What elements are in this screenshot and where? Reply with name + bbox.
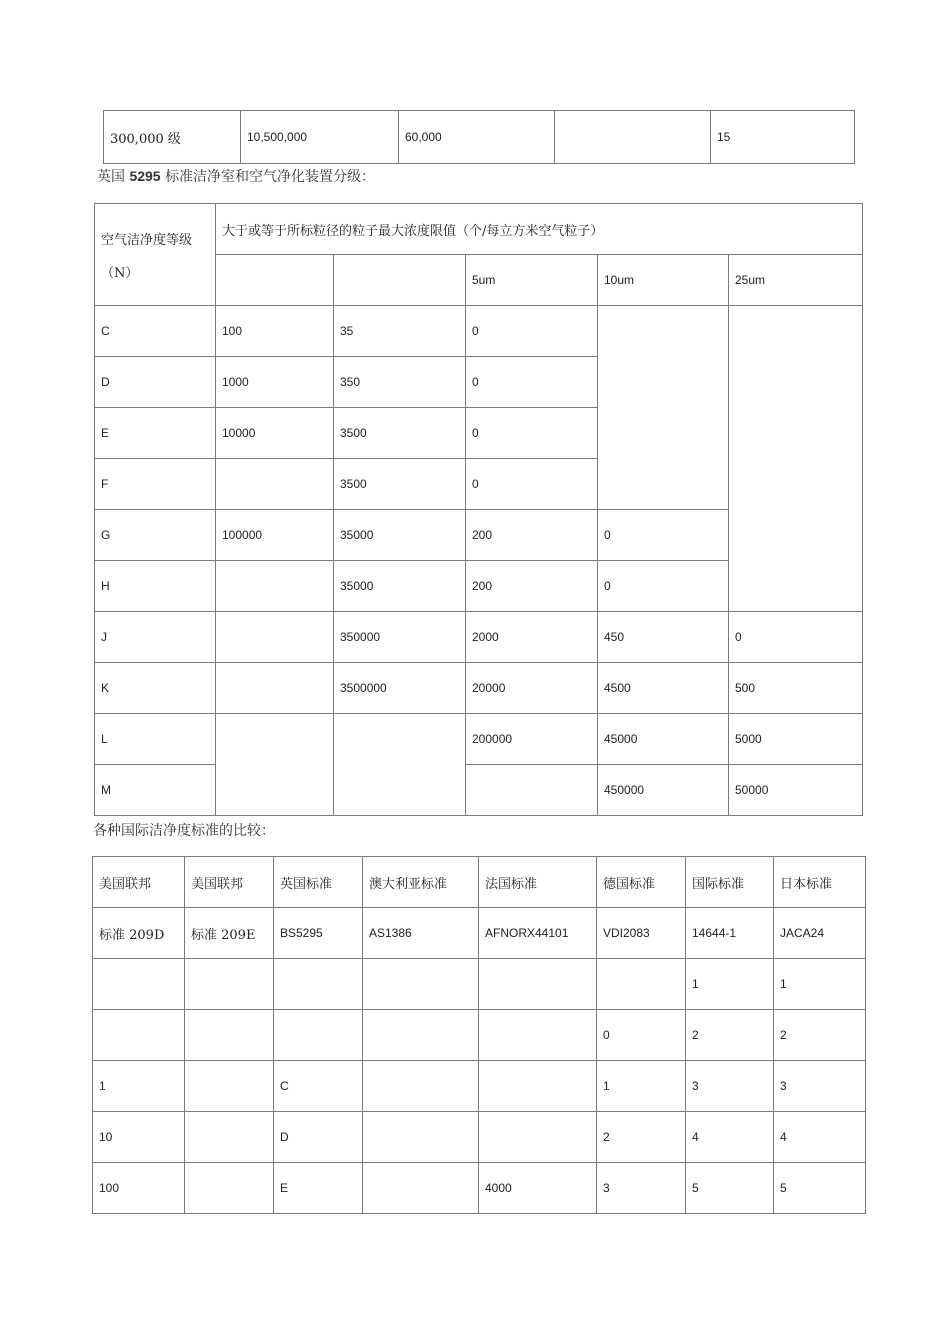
size-cell (334, 255, 466, 306)
table-cell (363, 1010, 479, 1061)
table-cell: 2 (686, 1010, 774, 1061)
table-cell: 1000 (216, 357, 334, 408)
table-row (95, 306, 863, 357)
table-cell: 3500000 (334, 663, 466, 714)
header-cell: AFNORX44101 (479, 908, 597, 959)
table-cell (363, 1112, 479, 1163)
table-cell (597, 959, 686, 1010)
table-cell (216, 459, 334, 510)
top-table (103, 110, 855, 164)
table-header-row (93, 857, 866, 908)
class-cell: G (95, 510, 216, 561)
table-cell: 45000 (598, 714, 729, 765)
table-cell: 100 (216, 306, 334, 357)
table-cell: 0 (466, 306, 598, 357)
header-cell: 德国标准 (597, 857, 686, 908)
compare-table (92, 856, 866, 1214)
table-cell: 0 (466, 459, 598, 510)
table-cell: E (274, 1163, 363, 1214)
table-cell: D (274, 1112, 363, 1163)
table-cell (216, 714, 334, 816)
class-cell: L (95, 714, 216, 765)
header-cell: 标准 209D (93, 908, 185, 959)
header-cell: 标准 209E (185, 908, 274, 959)
table-cell (363, 1061, 479, 1112)
table-cell (334, 714, 466, 816)
table-cell: 3500 (334, 459, 466, 510)
table-cell: C (274, 1061, 363, 1112)
header-cell: 美国联邦 (93, 857, 185, 908)
table-cell (216, 663, 334, 714)
table-row (93, 1112, 866, 1163)
table-cell (216, 612, 334, 663)
header-cell: 国际标准 (686, 857, 774, 908)
table-cell: 1 (93, 1061, 185, 1112)
header-cell: 14644-1 (686, 908, 774, 959)
table-row (93, 959, 866, 1010)
table-cell (598, 306, 729, 510)
table-row (95, 765, 863, 816)
table-cell (479, 1061, 597, 1112)
size-cell: 5um (466, 255, 598, 306)
table-cell: 3500 (334, 408, 466, 459)
table-cell: 200000 (466, 714, 598, 765)
table-cell: 4 (686, 1112, 774, 1163)
header-class-cell (95, 204, 216, 306)
header-class-label: 空气洁净度等级 (101, 232, 193, 248)
table-cell: 3 (774, 1061, 866, 1112)
header-class-n: （N） (101, 265, 139, 281)
table-cell: 450000 (598, 765, 729, 816)
table-cell: 500 (729, 663, 863, 714)
table-cell (185, 1112, 274, 1163)
table-cell: 300,000 级 (104, 111, 241, 164)
table-cell: 35000 (334, 510, 466, 561)
table-cell: 5 (774, 1163, 866, 1214)
table-row (93, 1010, 866, 1061)
table-row (104, 111, 855, 164)
table-cell (185, 1163, 274, 1214)
header-cell: JACA24 (774, 908, 866, 959)
bs5295-table (94, 203, 863, 816)
header-cell: 澳大利亚标准 (363, 857, 479, 908)
table-cell: 0 (466, 357, 598, 408)
table-cell (466, 765, 598, 816)
size-cell (216, 255, 334, 306)
table-row (95, 714, 863, 765)
table-cell: 20000 (466, 663, 598, 714)
table-cell: 35000 (334, 561, 466, 612)
section-heading-compare: 各种国际洁净度标准的比较： (93, 823, 275, 839)
table-cell (479, 1112, 597, 1163)
table-header-row (95, 204, 863, 255)
class-cell: F (95, 459, 216, 510)
table-cell (274, 1010, 363, 1061)
table-cell: 3 (597, 1163, 686, 1214)
table-cell (216, 561, 334, 612)
table-cell: 1 (774, 959, 866, 1010)
table-cell (363, 1163, 479, 1214)
header-cell: 美国联邦 (185, 857, 274, 908)
table-cell (93, 959, 185, 1010)
table-row (95, 663, 863, 714)
section-heading-bs5295 (97, 166, 375, 186)
table-cell: 0 (598, 561, 729, 612)
table-cell (363, 959, 479, 1010)
heading-bold: 5295 (129, 168, 161, 184)
table-cell (185, 959, 274, 1010)
table-cell: 15 (711, 111, 855, 164)
class-cell: D (95, 357, 216, 408)
table-cell: 4000 (479, 1163, 597, 1214)
table-cell: 3 (686, 1061, 774, 1112)
table-cell: 60,000 (399, 111, 555, 164)
table-row (95, 612, 863, 663)
table-header-row (93, 908, 866, 959)
table-cell: 50000 (729, 765, 863, 816)
table-cell (479, 1010, 597, 1061)
table-cell: 100 (93, 1163, 185, 1214)
table-cell: 2 (774, 1010, 866, 1061)
class-cell: C (95, 306, 216, 357)
table-cell: 5000 (729, 714, 863, 765)
table-cell: 350 (334, 357, 466, 408)
table-cell: 2 (597, 1112, 686, 1163)
table-row (93, 1061, 866, 1112)
table-cell: 5 (686, 1163, 774, 1214)
header-cell: AS1386 (363, 908, 479, 959)
class-cell: M (95, 765, 216, 816)
size-cell: 10um (598, 255, 729, 306)
table-cell: 10,500,000 (241, 111, 399, 164)
table-cell: 0 (729, 612, 863, 663)
table-cell: 10 (93, 1112, 185, 1163)
header-cell: 英国标准 (274, 857, 363, 908)
table-cell: 450 (598, 612, 729, 663)
class-cell: K (95, 663, 216, 714)
table-cell: 4 (774, 1112, 866, 1163)
table-cell (555, 111, 711, 164)
table-cell: 10000 (216, 408, 334, 459)
class-cell: J (95, 612, 216, 663)
table-cell: 2000 (466, 612, 598, 663)
table-cell: 0 (598, 510, 729, 561)
table-cell (274, 959, 363, 1010)
table-cell: 0 (597, 1010, 686, 1061)
table-cell (479, 959, 597, 1010)
class-cell: E (95, 408, 216, 459)
table-cell (185, 1010, 274, 1061)
table-cell: 4500 (598, 663, 729, 714)
table-row (93, 1163, 866, 1214)
table-cell (93, 1010, 185, 1061)
table-cell: 200 (466, 561, 598, 612)
heading-suffix: 标准洁净室和空气净化装置分级： (165, 169, 376, 185)
table-cell: 1 (597, 1061, 686, 1112)
header-limit-cell: 大于或等于所标粒径的粒子最大浓度限值（个/每立方米空气粒子） (216, 204, 863, 255)
header-cell: 法国标准 (479, 857, 597, 908)
size-cell: 25um (729, 255, 863, 306)
table-cell (185, 1061, 274, 1112)
table-cell: 200 (466, 510, 598, 561)
header-cell: 日本标准 (774, 857, 866, 908)
table-cell: 100000 (216, 510, 334, 561)
table-cell: 350000 (334, 612, 466, 663)
header-cell: VDI2083 (597, 908, 686, 959)
table-cell: 35 (334, 306, 466, 357)
header-cell: BS5295 (274, 908, 363, 959)
class-cell: H (95, 561, 216, 612)
table-cell (729, 306, 863, 612)
table-cell: 1 (686, 959, 774, 1010)
table-cell: 0 (466, 408, 598, 459)
heading-prefix: 英国 (97, 169, 125, 185)
